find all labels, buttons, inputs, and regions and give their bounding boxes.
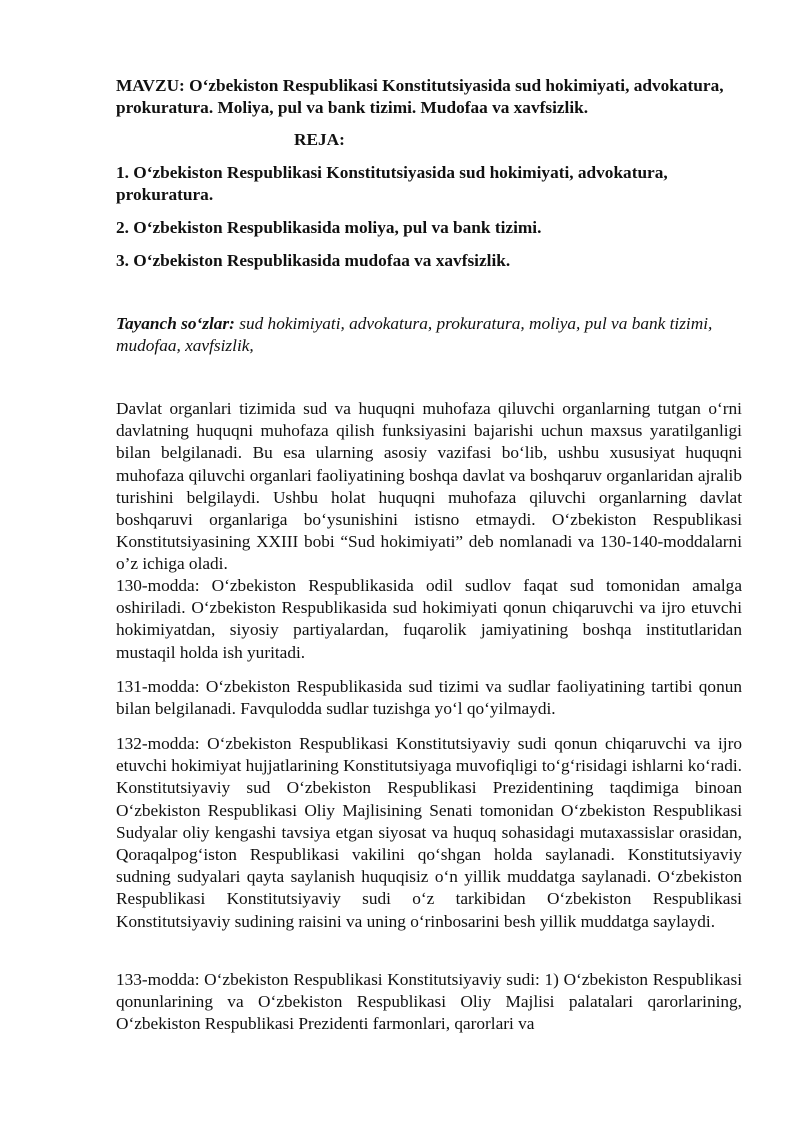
paragraph-intro: Davlat organlari tizimida sud va huquqni muhofaza qiluvchi organlarning tutgan o‘rni davlatning huquqni muhofaza qilish funksiyasini bajarishi uchun maxsus yaratilganligi bilan belgilanadi. Bu esa ularning asosiy vazifasi bo‘lib, ushbu xususiyat huquqni muhofaza qiluvchi organlari faoliyatining boshqa davlat va boshqaruv organlaridan ajralib turishini belgilaydi. Ushbu holat huquqni muhofaza qiluvchi organlarning davlat boshqaruvi organlariga bo‘ysunishini istisno etmaydi. O‘zbekiston Respublikasi Konstitutsiyasining XXIII bobi “Sud hokimiyati” deb nomlanadi va 130-140-moddalarni o’z ichiga oladi. — [116, 399, 742, 574]
document-title: MAVZU: O‘zbekiston Respublikasi Konstitutsiyasida sud hokimiyati, advokatura, prokuratura. Moliya, pul va bank tizimi. Mudofaa va xavfsizlik. — [116, 76, 724, 117]
plan-item-3: 3. O‘zbekiston Respublikasida mudofaa va xavfsizlik. — [116, 251, 511, 270]
keywords-text: sud hokimiyati, advokatura, prokuratura, moliya, pul va bank tizimi, mudofaa, xavfsizlik, — [116, 314, 713, 355]
paragraph-article-132: 132-modda: O‘zbekiston Respublikasi Konstitutsiyaviy sudi qonun chiqaruvchi va ijro etuvchi hokimiyat hujjatlarining Konstitutsiyaga muvofiqligi to‘g‘risidagi ishlarni ko‘radi. Konstitutsiyaviy sud O‘zbekiston Respublikasi Prezidentining taqdimiga binoan O‘zbekiston Respublikasi Oliy Majlisining Senati tomonidan O‘zbekiston Respublikasi Sudyalar oliy kengashi tavsiya etgan siyosat va huquq sohasidagi mutaxassislar orasidan, Qoraqalpog‘iston Respublikasi vakilini qo‘shgan holda saylanadi. Konstitutsiyaviy sudning sudyalari qayta saylanish huquqisiz o‘n yillik muddatga saylanadi. O‘zbekiston Respublikasi Konstitutsiyaviy sudi o‘z tarkibidan O‘zbekiston Respublikasi Konstitutsiyaviy sudining raisini va uning o‘rinbosarini besh yillik muddatga saylaydi. — [116, 734, 742, 931]
paragraph-article-133: 133-modda: O‘zbekiston Respublikasi Konstitutsiyaviy sudi: 1) O‘zbekiston Respublikasi qonunlarining va O‘zbekiston Respublikasi Oliy Majlisi palatalari qarorlarining, O‘zbekiston Respublikasi Prezidenti farmonlari, qarorlari va — [116, 970, 742, 1034]
paragraph-article-131: 131-modda: O‘zbekiston Respublikasida sud tizimi va sudlar faoliyatining tartibi qonun bilan belgilanadi. Favqulodda sudlar tuzishga yo‘l qo‘yilmaydi. — [116, 677, 742, 719]
plan-item-2: 2. O‘zbekiston Respublikasida moliya, pul va bank tizimi. — [116, 218, 542, 237]
paragraph-article-130: 130-modda: O‘zbekiston Respublikasida odil sudlov faqat sud tomonidan amalga oshiriladi. O‘zbekiston Respublikasida sud hokimiyati qonun chiqaruvchi va ijro etuvchi hokimiyatdan, siyosiy partiyalardan, fuqarolik jamiyatining boshqa institutlaridan mustaqil holda ish yuritadi. — [116, 576, 742, 662]
plan-heading: REJA: — [294, 130, 345, 149]
plan-item-1: 1. O‘zbekiston Respublikasi Konstitutsiyasida sud hokimiyati, advokatura, prokuratura. — [116, 163, 668, 204]
keywords — [116, 313, 736, 357]
keywords-label: Tayanch so‘zlar: — [116, 314, 235, 333]
